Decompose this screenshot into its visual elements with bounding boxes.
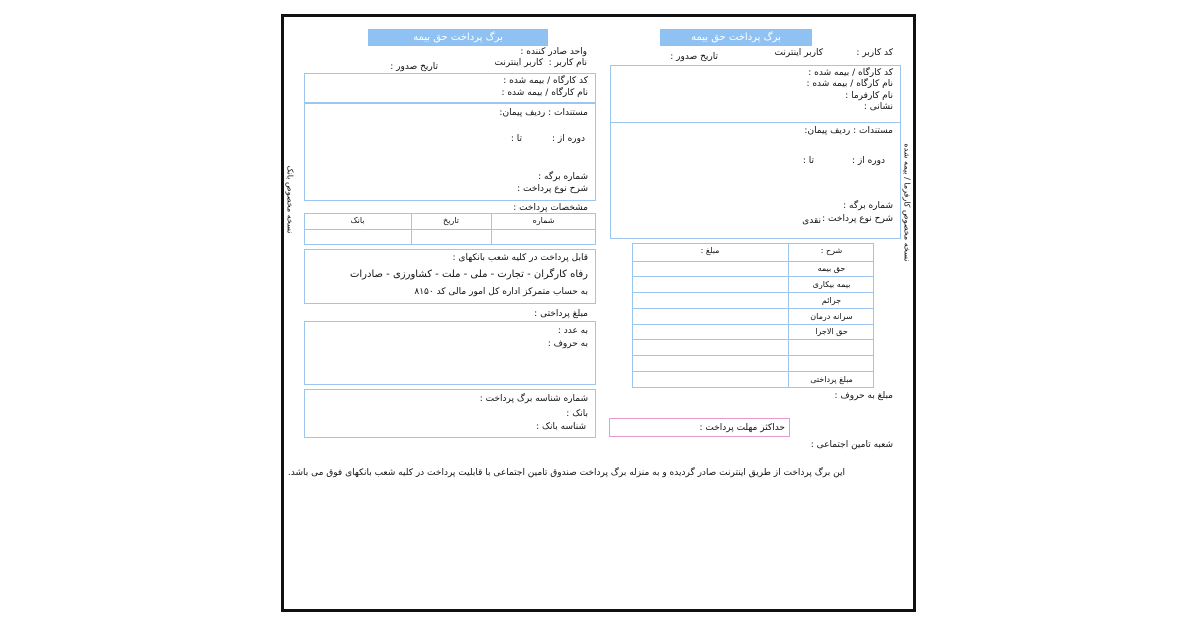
footer-note: این برگ پرداخت از طریق اینترنت صادر گردیده و به منزله برگ پرداخت صندوق تامین اجتماعی با قابلیت پرداخت در کلیه شعب بانکهای فوق می باشد. <box>287 468 845 478</box>
left-receipt-id: شماره شناسه برگ پرداخت : <box>479 394 588 404</box>
table-row: مبلغ پرداختی <box>810 375 853 384</box>
table-row: بیمه بیکاری <box>812 280 851 289</box>
left-banks: رفاه کارگران - تجارت - ملی - ملت - کشاورزی - صادرات <box>349 269 588 280</box>
left-documents: مستندات : ردیف پیمان: <box>499 108 588 118</box>
right-period-to: تا : <box>802 156 814 166</box>
right-period-from: دوره از : <box>851 156 885 166</box>
left-sheet-number: شماره برگه : <box>538 172 588 182</box>
right-user-code-value: کاربر اینترنت <box>774 48 823 58</box>
table-row: جرائم <box>821 296 842 305</box>
left-specs-header-number: شماره <box>532 216 555 225</box>
left-form-title: برگ پرداخت حق بیمه <box>368 29 548 46</box>
left-period-from: دوره از : <box>551 134 585 144</box>
right-sheet-number: شماره برگه : <box>843 201 893 211</box>
table-row: سرانه درمان <box>810 312 853 321</box>
table-row: حق بیمه <box>817 264 846 273</box>
left-in-numbers: به عدد : <box>557 326 588 336</box>
left-payable-title: قابل پرداخت در کلیه شعب بانکهای : <box>452 253 588 263</box>
right-table-header-desc: شرح : <box>820 246 843 255</box>
left-in-words: به حروف : <box>547 339 588 349</box>
left-period-to: تا : <box>510 134 522 144</box>
left-payment-type: شرح نوع پرداخت : <box>517 184 588 194</box>
left-issuing-unit: واحد صادر کننده : <box>520 47 587 57</box>
left-specs-header-date: تاریخ <box>443 216 459 225</box>
document-frame <box>281 14 916 612</box>
right-payment-type-value: نقدی <box>802 216 821 226</box>
right-address: نشانی : <box>863 102 893 112</box>
left-bank-id: شناسه بانک : <box>536 422 586 432</box>
right-table-header-amount: مبلغ : <box>700 246 720 255</box>
left-amount-box <box>304 321 596 385</box>
right-amount-in-words: مبلغ به حروف : <box>834 391 893 401</box>
left-payment-specs: مشخصات پرداخت : <box>513 203 588 213</box>
right-employer-name: نام کارفرما : <box>845 91 893 101</box>
left-specs-header-bank: بانک <box>350 216 365 225</box>
right-workshop-code: کد کارگاه / بیمه شده : <box>808 68 893 78</box>
right-form-title: برگ پرداخت حق بیمه <box>660 29 812 46</box>
table-row: حق الاجرا <box>815 327 848 336</box>
left-workshop-code: کد کارگاه / بیمه شده : <box>503 76 588 86</box>
left-bank: بانک : <box>566 409 588 419</box>
right-info-divider <box>610 122 901 123</box>
right-deadline: حداکثر مهلت پرداخت : <box>699 423 785 433</box>
right-issue-date-label: تاریخ صدور : <box>670 52 718 62</box>
right-user-code-label: کد کاربر : <box>856 48 893 58</box>
left-issue-date-label: تاریخ صدور : <box>390 62 438 72</box>
right-workshop-name: نام کارگاه / بیمه شده : <box>806 79 893 89</box>
left-side-note: نسخه مخصوص بانک <box>285 165 295 234</box>
right-branch: شعبه تامین اجتماعی : <box>810 440 893 450</box>
right-documents: مستندات : ردیف پیمان: <box>804 126 893 136</box>
left-user-name-value: کاربر اینترنت <box>494 58 543 68</box>
left-workshop-name: نام کارگاه / بیمه شده : <box>501 88 588 98</box>
left-account-line: به حساب متمرکز اداره کل امور مالی کد ۸۱۵۰ <box>414 287 588 297</box>
right-side-note: نسخه مخصوص کارفرما / بیمه شده <box>902 143 912 262</box>
left-amount-paid: مبلغ پرداختی : <box>534 309 588 319</box>
right-payment-type: شرح نوع پرداخت : <box>822 214 893 224</box>
left-user-name-label: نام کاربر : <box>548 58 587 68</box>
